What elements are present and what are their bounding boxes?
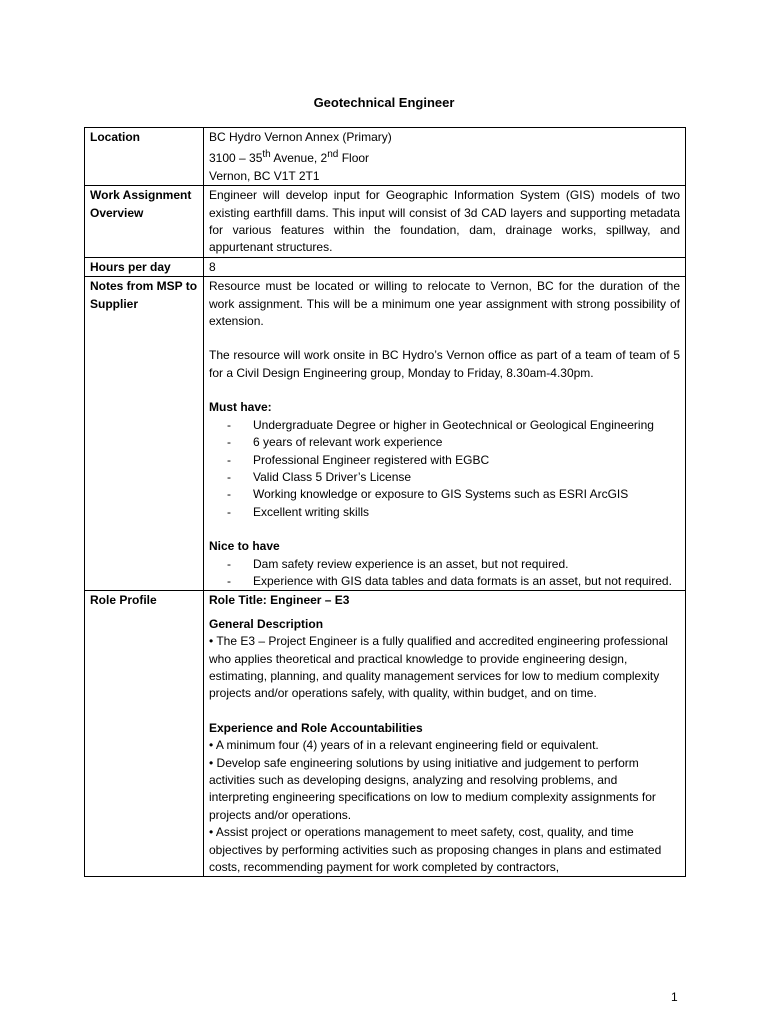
experience-item: • Develop safe engineering solutions by using initiative and judgement to perform activities such as developing designs, analyzing and resolving problems, and interpreting engineering specifications on low to medium complexity assignments for projects and/or operations.	[209, 755, 656, 822]
job-details-table	[84, 127, 686, 877]
role-profile-label: Role Profile	[85, 591, 204, 877]
list-item: - 6 years of relevant work experience	[227, 434, 680, 451]
list-item: - Working knowledge or exposure to GIS Systems such as ESRI ArcGIS	[227, 486, 680, 503]
role-title: Role Title: Engineer – E3	[209, 593, 350, 608]
dash-marker: -	[227, 487, 231, 502]
notes-paragraph-1: Resource must be located or willing to relocate to Vernon, BC for the duration of the work assignment. This will be a minimum one year assignment with strong possibility of extension.	[209, 279, 680, 329]
general-description-heading: General Description	[209, 616, 324, 631]
list-item: - Dam safety review experience is an asset, but not required.	[227, 556, 680, 573]
list-item: - Excellent writing skills	[227, 504, 680, 521]
notes-paragraph-2: The resource will work onsite in BC Hydro’s Vernon office as part of a team of team of 5 for a Civil Design Engineering group, Monday to Friday, 8.30am-4.30pm.	[209, 348, 680, 380]
list-item: - Undergraduate Degree or higher in Geotechnical or Geological Engineering	[227, 417, 680, 434]
dash-marker: -	[227, 417, 231, 432]
notes-row	[85, 277, 686, 591]
list-item: - Valid Class 5 Driver’s License	[227, 469, 680, 486]
dash-marker: -	[227, 452, 231, 467]
role-profile-row	[85, 591, 686, 877]
overview-row	[85, 186, 686, 258]
location-label: Location	[85, 128, 204, 186]
dash-marker: -	[227, 469, 231, 484]
nice-to-have-list	[209, 556, 680, 591]
location-sup-nd: nd	[327, 149, 339, 161]
page-number: 1	[671, 990, 678, 1004]
hours-row	[85, 257, 686, 276]
role-profile-content	[204, 591, 686, 877]
location-line-1: BC Hydro Vernon Annex (Primary)	[209, 130, 392, 144]
general-description-text: • The E3 – Project Engineer is a fully qualified and accredited engineering professional who applies theoretical and practical knowledge to provide engineering design, estimating, planning, and quality management services for low to medium complexity projects and/or operations safely, with quality, within budget, and on time.	[209, 634, 668, 701]
location-line-2-part-3: Floor	[338, 151, 370, 166]
location-line-2-part-1: 3100 – 35	[209, 151, 263, 166]
must-have-list	[209, 417, 680, 521]
location-line-3: Vernon, BC V1T 2T1	[209, 168, 320, 183]
experience-item: • Assist project or operations management to meet safety, cost, quality, and time objectives by performing activities such as proposing changes in plans and estimated costs, recommending payment for work completed by contractors,	[209, 825, 662, 875]
location-line-2	[209, 146, 680, 167]
overview-text: Engineer will develop input for Geographic Information System (GIS) models of two existing earthfill dams. This input will consist of 3d CAD layers and supporting metadata for various features within the foundation, dam, drainage works, spillway, and appurtenant structures.	[204, 186, 686, 258]
overview-label: Work Assignment Overview	[85, 186, 204, 258]
notes-label: Notes from MSP to Supplier	[85, 277, 204, 591]
dash-marker: -	[227, 504, 231, 519]
list-item: - Experience with GIS data tables and data formats is an asset, but not required.	[227, 573, 680, 590]
dash-marker: -	[227, 435, 231, 450]
list-item: - Professional Engineer registered with EGBC	[227, 452, 680, 469]
document-title: Geotechnical Engineer	[313, 95, 455, 110]
dash-marker: -	[227, 556, 231, 571]
location-line-2-part-2: Avenue, 2	[270, 151, 328, 166]
must-have-heading: Must have:	[209, 400, 272, 415]
experience-item: • A minimum four (4) years of in a relevant engineering field or equivalent.	[209, 738, 599, 753]
location-value	[204, 128, 686, 186]
dash-marker: -	[227, 573, 231, 588]
hours-label: Hours per day	[85, 257, 204, 276]
location-sup-th: th	[262, 149, 271, 161]
notes-content	[204, 277, 686, 591]
location-row	[85, 128, 686, 186]
nice-to-have-heading: Nice to have	[209, 539, 280, 554]
hours-value: 8	[204, 257, 686, 276]
experience-heading: Experience and Role Accountabilities	[209, 720, 423, 735]
